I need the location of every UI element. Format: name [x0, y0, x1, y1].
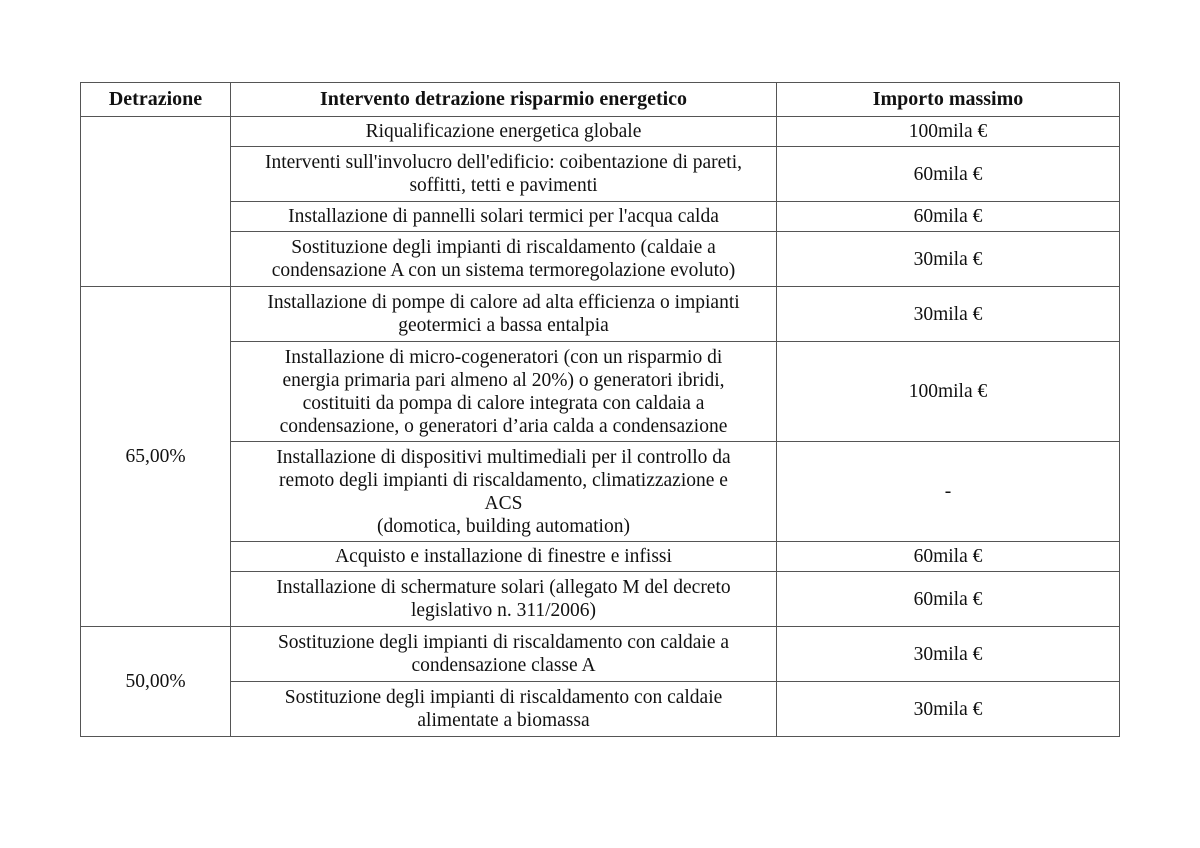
table-row: [81, 627, 1120, 682]
table-row: [81, 682, 1120, 737]
importo-cell: 60mila €: [777, 147, 1120, 202]
importo-cell: 60mila €: [777, 572, 1120, 627]
table-row: [81, 287, 1120, 342]
intervento-cell: Installazione di pompe di calore ad alta efficienza o impianti geotermici a bassa entalpia: [231, 287, 777, 342]
table-row: [81, 542, 1120, 572]
header-row: [81, 83, 1120, 117]
importo-cell: 100mila €: [777, 342, 1120, 442]
table-row: [81, 147, 1120, 202]
intervento-cell: Installazione di schermature solari (allegato M del decreto legislativo n. 311/2006): [231, 572, 777, 627]
table-row: [81, 572, 1120, 627]
detrazione-cell: [81, 117, 231, 287]
importo-cell: 60mila €: [777, 202, 1120, 232]
detrazione-cell: 65,00%: [81, 287, 231, 627]
intervento-cell: Installazione di pannelli solari termici per l'acqua calda: [231, 202, 777, 232]
intervento-cell: Installazione di micro-cogeneratori (con un risparmio di energia primaria pari almeno al 20%) o generatori ibridi, costituiti da pompa di calore integrata con caldaia a condensazione, o generatori d’aria calda a condensazione: [231, 342, 777, 442]
importo-cell: 30mila €: [777, 287, 1120, 342]
importo-cell: 30mila €: [777, 627, 1120, 682]
importo-cell: 30mila €: [777, 232, 1120, 287]
importo-cell: -: [777, 442, 1120, 542]
header-importo: Importo massimo: [777, 83, 1120, 117]
importo-cell: 100mila €: [777, 117, 1120, 147]
intervento-cell: Sostituzione degli impianti di riscaldamento con caldaie a condensazione classe A: [231, 627, 777, 682]
intervento-cell: Riqualificazione energetica globale: [231, 117, 777, 147]
table-row: [81, 232, 1120, 287]
table-row: [81, 202, 1120, 232]
deductions-table: [80, 82, 1120, 737]
table-row: [81, 117, 1120, 147]
header-intervento: Intervento detrazione risparmio energetico: [231, 83, 777, 117]
table-row: [81, 442, 1120, 542]
intervento-cell: Interventi sull'involucro dell'edificio: coibentazione di pareti, soffitti, tetti e pavimenti: [231, 147, 777, 202]
table-row: [81, 342, 1120, 442]
importo-cell: 30mila €: [777, 682, 1120, 737]
header-detrazione: Detrazione: [81, 83, 231, 117]
intervento-cell: Sostituzione degli impianti di riscaldamento (caldaie a condensazione A con un sistema termoregolazione evoluto): [231, 232, 777, 287]
intervento-cell: Installazione di dispositivi multimediali per il controllo da remoto degli impianti di riscaldamento, climatizzazione e ACS (domotica, building automation): [231, 442, 777, 542]
importo-cell: 60mila €: [777, 542, 1120, 572]
intervento-cell: Acquisto e installazione di finestre e infissi: [231, 542, 777, 572]
intervento-cell: Sostituzione degli impianti di riscaldamento con caldaie alimentate a biomassa: [231, 682, 777, 737]
detrazione-cell: 50,00%: [81, 627, 231, 737]
